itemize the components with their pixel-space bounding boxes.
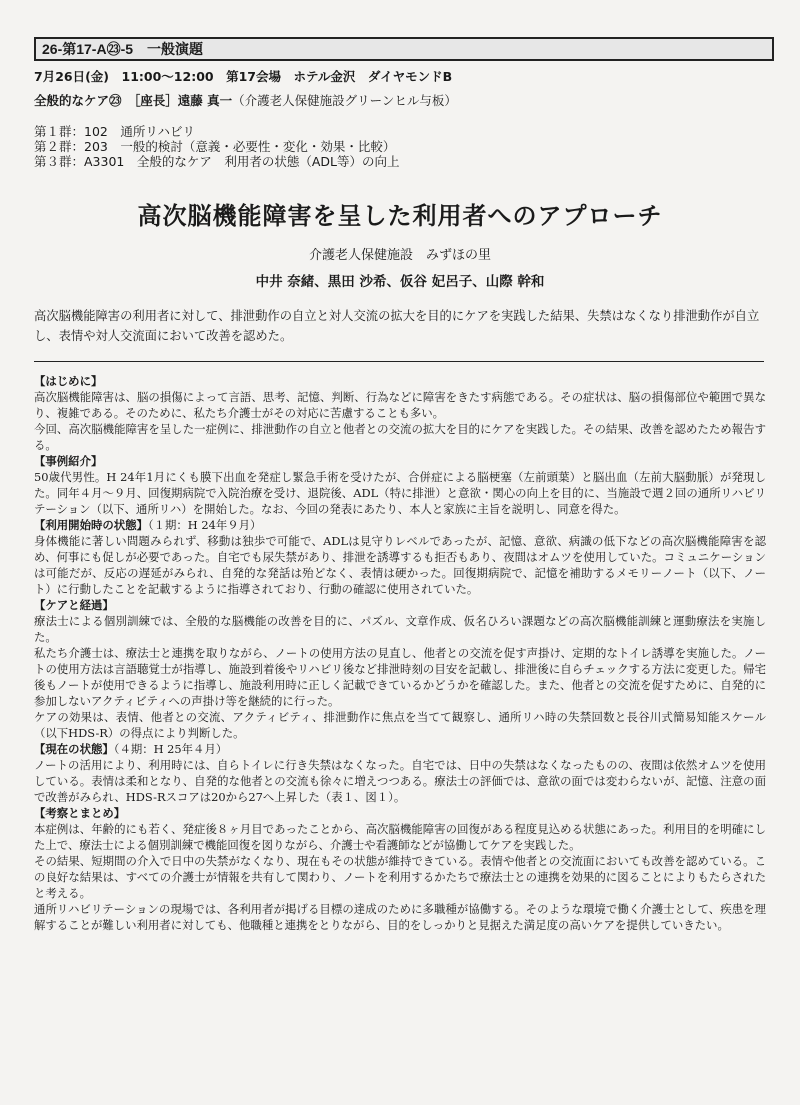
group-item: 第２群：203 一般的検討（意義・必要性・変化・効果・比較） bbox=[34, 139, 396, 154]
author-affiliation: 介護老人保健施設 みずほの里 bbox=[308, 248, 491, 263]
section-subheading: （１期：H 24年９月） bbox=[147, 518, 262, 532]
paragraph: 療法士による個別訓練では、全般的な脳機能の改善を目的に、パズル、文章作成、仮名ひろい課題などの高次脳機能訓練と運動療法を実施した。 bbox=[34, 614, 766, 644]
author-list: 中井 奈緒、黒田 沙希、仮谷 妃呂子、山際 幹和 bbox=[255, 274, 545, 290]
abstract-summary: 高次脳機能障害の利用者に対して、排泄動作の自立と対人交流の拡大を目的にケアを実践した結果、失禁はなくなり排泄動作が自立し、表情や対人交流面において改善を認めた。 bbox=[34, 309, 760, 343]
body-text bbox=[34, 373, 766, 933]
group-item: 第１群：102 通所リハビリ bbox=[34, 124, 195, 139]
session-chair-line bbox=[34, 92, 457, 110]
session-datetime: 7月26日(金) 11:00～12:00 第17会場 ホテル金沢 ダイヤモンドB bbox=[34, 69, 453, 84]
section-heading: 【事例紹介】 bbox=[34, 454, 103, 468]
paper-title: 高次脳機能障害を呈した利用者へのアプローチ bbox=[137, 202, 663, 230]
paragraph: 通所リハビリテーションの現場では、各利用者が掲げる目標の達成のために多職種が協働する。そのような環境で働く介護士として、疾患を理解することが難しい利用者に対しても、他職種と連携をとりながら、目的をしっかりと見据えた満足度の高いケアを提供していきたい。 bbox=[34, 902, 766, 932]
group-item: 第３群：A3301 全般的なケア 利用者の状態（ADL等）の向上 bbox=[34, 154, 400, 169]
section-heading: 【はじめに】 bbox=[34, 374, 103, 388]
section-heading: 【利用開始時の状態】（１期：H 24年９月） bbox=[34, 518, 262, 532]
paragraph: 50歳代男性。H 24年1月にくも膜下出血を発症し緊急手術を受けたが、合併症による脳梗塞（左前頭葉）と脳出血（左前大脳動脈）が発現した。同年４月～９月、回復期病院で入院治療を受け、退院後、ADL（特に排泄）と意欲・関心の向上を目的に、当施設で週２回の通所リハビリテーション（以下、通所リハ）を開始した。なお、今回の発表にあたり、本人と家族に主旨を説明し、同意を得た。 bbox=[34, 470, 766, 516]
session-code-box: 26-第17-A㉓-5 一般演題 bbox=[34, 37, 774, 61]
paragraph: 今回、高次脳機能障害を呈した一症例に、排泄動作の自立と他者との交流の拡大を目的にケアを実践した。その結果、改善を認めたため報告する。 bbox=[34, 422, 766, 452]
paragraph: ノートの活用により、利用時には、自らトイレに行き失禁はなくなった。自宅では、日中の失禁はなくなったものの、夜間は依然オムツを使用している。表情は柔和となり、自発的な他者との交流も徐々に増えつつある。療法士の評価では、意欲の面では変わらないが、記憶、注意の面で改善がみられ、HDS-Rスコアは20から27へ上昇した（表１、図１）。 bbox=[34, 758, 766, 804]
divider bbox=[34, 361, 764, 362]
paragraph: 本症例は、年齢的にも若く、発症後８ヶ月目であったことから、高次脳機能障害の回復がある程度見込める状態にあった。利用目的を明確にした上で、療法士による個別訓練で機能回復を図りながら、介護士や看護師などが協働してケアを実践した。 bbox=[34, 822, 766, 852]
section-subheading: （４期：H 25年４月） bbox=[113, 742, 228, 756]
chair-affiliation: （介護老人保健施設グリーンヒル与板） bbox=[232, 93, 457, 108]
paragraph: その結果、短期間の介入で日中の失禁がなくなり、現在もその状態が維持できている。表情や他者との交流面においても改善を認めている。この良好な結果は、すべての介護士が情報を共有して関わり、ノートを利用するかたちで療法士との連携を効果的に図ることによりもたらされたと考える。 bbox=[34, 854, 766, 900]
group-list bbox=[34, 124, 400, 169]
paragraph: ケアの効果は、表情、他者との交流、アクティビティ、排泄動作に焦点を当てて観察し、通所リハ時の失禁回数と長谷川式簡易知能スケール（以下HDS-R）の得点により判断した。 bbox=[34, 710, 766, 740]
section-heading: 【考察とまとめ】 bbox=[34, 806, 126, 820]
paragraph: 高次脳機能障害は、脳の損傷によって言語、思考、記憶、判断、行為などに障害をきたす病態である。その症状は、脳の損傷部位や範囲で異なり、複雑である。そのために、私たち介護士がその対応に苦慮することも多い。 bbox=[34, 390, 766, 420]
paragraph: 身体機能に著しい問題みられず、移動は独歩で可能で、ADLは見守りレベルであったが、記憶、意欲、病識の低下などの高次脳機能障害を認め、何事にも促しが必要であった。自宅でも尿失禁があり、排泄を誘導するも拒否もあり、夜間はオムツを使用していた。コミュニケーションは可能だが、反応の遅延がみられ、自発的な発話は殆どなく、表情は硬かった。回復期病院で、記憶を補助するメモリーノート（以下、ノート）に行動したことを記載するように指導されており、行動の確認に使用されていた。 bbox=[34, 534, 766, 596]
section-heading: 【現在の状態】（４期：H 25年４月） bbox=[34, 742, 228, 756]
section-heading: 【ケアと経過】 bbox=[34, 598, 114, 612]
chair-label: 全般的なケア㉓ ［座長］遠藤 真一 bbox=[34, 93, 233, 108]
paragraph: 私たち介護士は、療法士と連携を取りながら、ノートの使用方法の見直し、他者との交流を促す声掛け、定期的なトイレ誘導を実施した。ノートの使用方法は言語聴覚士が指導し、施設到着後やリハビリ後など排泄時刻の目安を記載し、排泄後に自らチェックする方法に変更した。帰宅後もノートが使用できるように指導し、施設利用時に正しく記載できているかどうかを確認した。また、他者との交流を促すために、自発的に参加しないアクティビティへの声掛け等を継続的に行った。 bbox=[34, 646, 766, 708]
